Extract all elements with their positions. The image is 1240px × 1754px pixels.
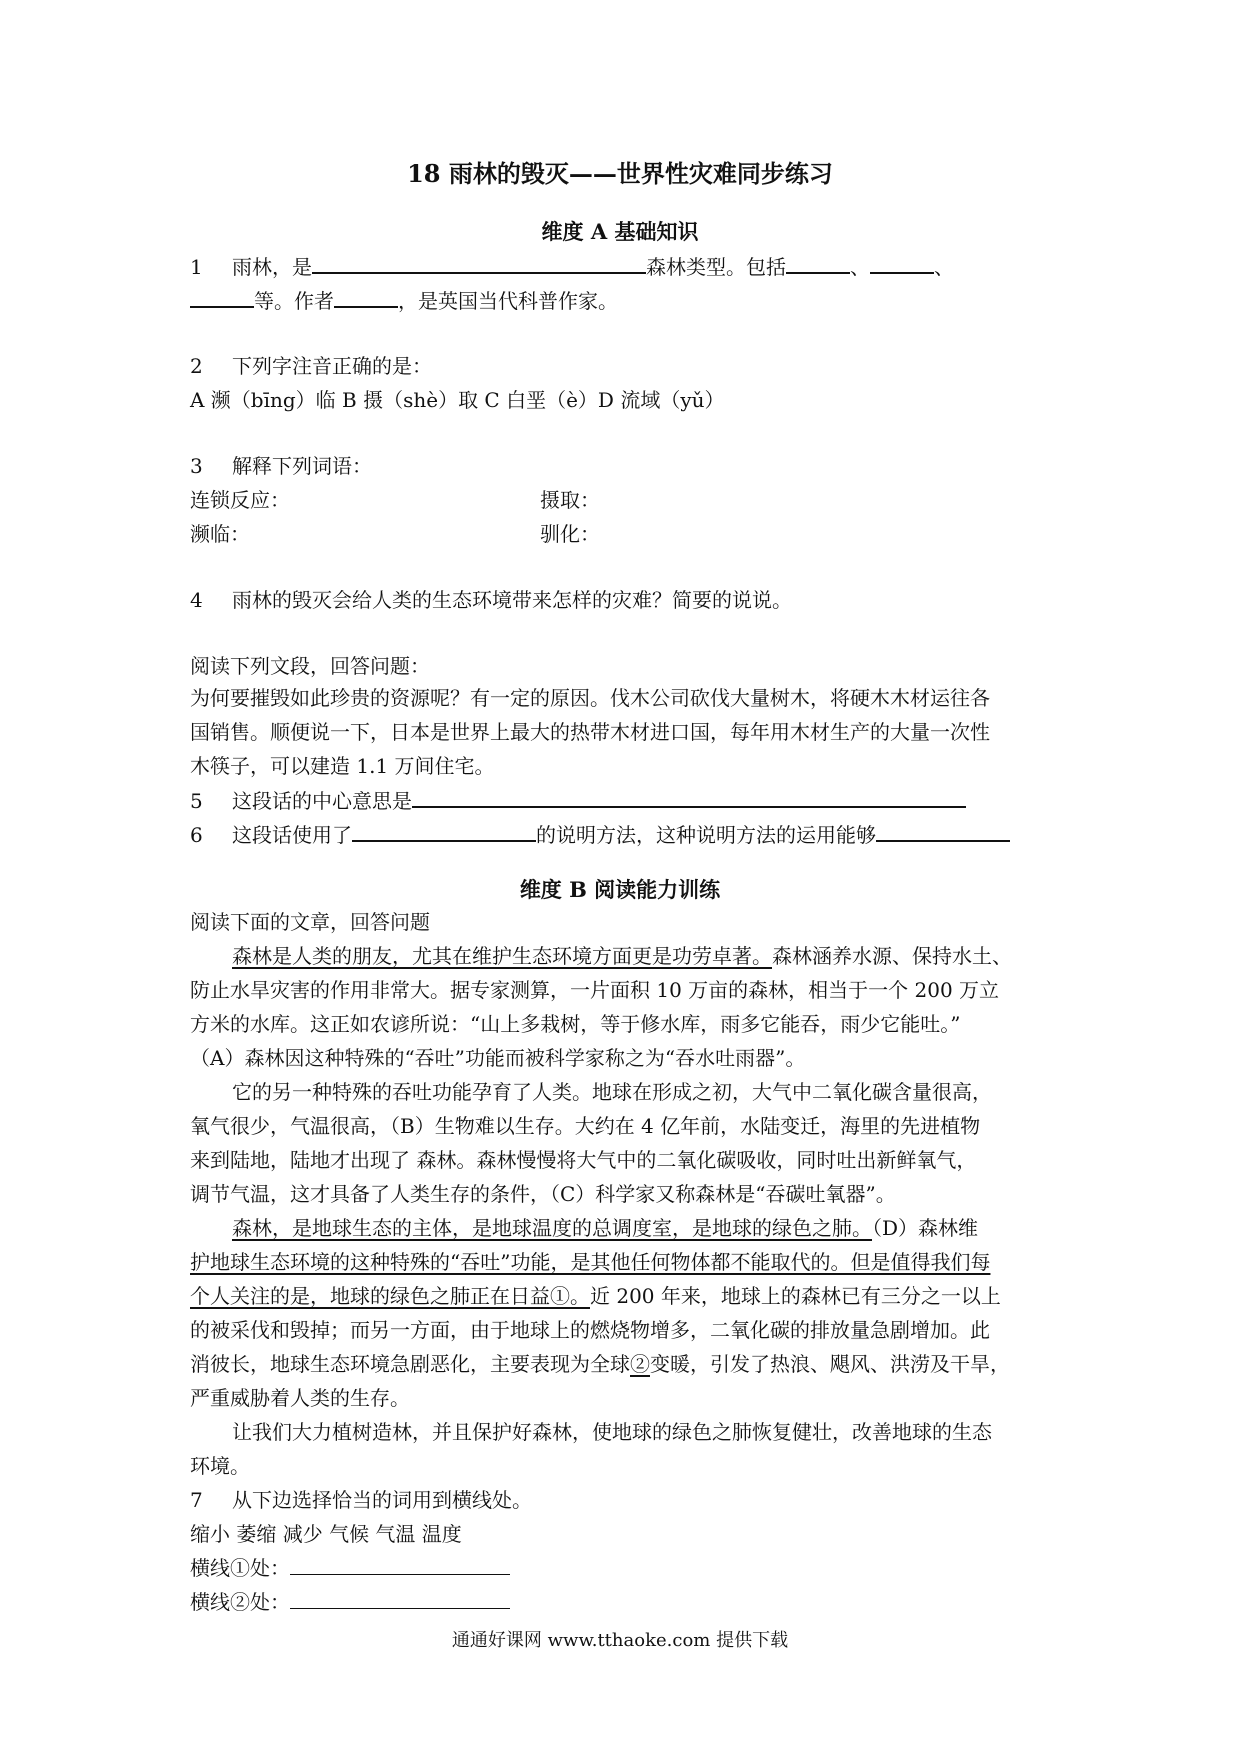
passage-1-intro: 阅读下列文段，回答问题： bbox=[190, 654, 430, 678]
word-choices: 缩小 萎缩 减少 气候 气温 温度 bbox=[190, 1522, 462, 1546]
answer-blank[interactable] bbox=[290, 1554, 510, 1575]
passage-2-intro: 阅读下面的文章，回答问题 bbox=[190, 910, 430, 934]
question-2-options: A 濒（bīng）临 B 摄（shè）取 C 白垩（è）D 流域（yǔ） bbox=[190, 388, 725, 412]
answer-blank[interactable] bbox=[870, 252, 934, 274]
passage-2-line: 它的另一种特殊的吞吐功能孕育了人类。地球在形成之初，大气中二氧化碳含量很高， bbox=[232, 1080, 992, 1104]
passage-2-line: 调节气温，这才具备了人类生存的条件，（C）科学家又称森林是“吞碳吐氧器”。 bbox=[190, 1182, 896, 1206]
question-4: 4 雨林的毁灭会给人类的生态环境带来怎样的灾难？简要的说说。 bbox=[190, 588, 792, 612]
question-7-blank-2: 横线②处： bbox=[190, 1588, 510, 1616]
term-domesticate: 驯化： bbox=[540, 522, 600, 546]
answer-blank[interactable] bbox=[290, 1588, 510, 1609]
question-2: 2 下列字注音正确的是： bbox=[190, 354, 432, 378]
page-title: 18 雨林的毁灭——世界性灾难同步练习 bbox=[407, 159, 833, 188]
answer-blank[interactable] bbox=[334, 286, 398, 308]
passage-2-line: 防止水旱灾害的作用非常大。据专家测算，一片面积 10 万亩的森林，相当于一个 200 万立 bbox=[190, 978, 1000, 1002]
question-1-line-1: 1 雨林，是 森林类型。包括 、 、 bbox=[190, 252, 954, 281]
question-7-blank-1: 横线①处： bbox=[190, 1554, 510, 1582]
passage-2-line: 环境。 bbox=[190, 1454, 250, 1478]
passage-2-line: 氧气很少，气温很高，（B）生物难以生存。大约在 4 亿年前，水陆变迁，海里的先进植物 bbox=[190, 1114, 981, 1138]
passage-2-line: 森林是人类的朋友，尤其在维护生态环境方面更是功劳卓著。森林涵养水源、保持水土、 bbox=[232, 944, 1012, 968]
passage-2-line: 护地球生态环境的这种特殊的“吞吐”功能，是其他任何物体都不能取代的。但是值得我们每 bbox=[190, 1250, 991, 1274]
passage-1-line: 为何要摧毁如此珍贵的资源呢？有一定的原因。伐木公司砍伐大量树木，将硬木木材运往各 bbox=[190, 686, 990, 710]
passage-2-line: 消彼长，地球生态环境急剧恶化，主要表现为全球②变暖，引发了热浪、飓风、洪涝及干旱， bbox=[190, 1352, 1010, 1376]
passage-1-line: 国销售。顺便说一下，日本是世界上最大的热带木材进口国，每年用木材生产的大量一次性 bbox=[190, 720, 990, 744]
answer-blank[interactable] bbox=[786, 252, 850, 274]
passage-2-line: 让我们大力植树造林，并且保护好森林，使地球的绿色之肺恢复健壮，改善地球的生态 bbox=[232, 1420, 992, 1444]
passage-2-line: 来到陆地，陆地才出现了 森林。森林慢慢将大气中的二氧化碳吸收，同时吐出新鲜氧气， bbox=[190, 1148, 977, 1172]
answer-blank[interactable] bbox=[312, 252, 646, 274]
question-5: 5 这段话的中心意思是 bbox=[190, 786, 966, 815]
section-b-heading: 维度 B 阅读能力训练 bbox=[519, 877, 721, 902]
question-7: 7 从下边选择恰当的词用到横线处。 bbox=[190, 1488, 532, 1512]
answer-blank[interactable] bbox=[352, 820, 536, 842]
passage-2-line: 严重威胁着人类的生存。 bbox=[190, 1386, 410, 1410]
question-1-line-2: 等。作者 ，是英国当代科普作家。 bbox=[190, 286, 618, 315]
section-a-heading: 维度 A 基础知识 bbox=[541, 219, 699, 244]
passage-2-line: 方米的水库。这正如农谚所说：“山上多栽树，等于修水库，雨多它能吞，雨少它能吐。” bbox=[190, 1012, 961, 1036]
question-number: 1 bbox=[190, 255, 203, 279]
term-chain-reaction: 连锁反应： bbox=[190, 488, 290, 512]
passage-2-line: 森林，是地球生态的主体，是地球温度的总调度室，是地球的绿色之肺。（D）森林维 bbox=[232, 1216, 979, 1240]
answer-blank[interactable] bbox=[412, 786, 966, 808]
page-footer: 通通好课网 www.tthaoke.com 提供下载 bbox=[451, 1630, 789, 1651]
question-6: 6 这段话使用了 的说明方法，这种说明方法的运用能够 bbox=[190, 820, 1010, 849]
passage-2-line: 的被采伐和毁掉；而另一方面，由于地球上的燃烧物增多，二氧化碳的排放量急剧增加。此 bbox=[190, 1318, 990, 1342]
question-3: 3 解释下列词语： bbox=[190, 454, 372, 478]
term-verge: 濒临： bbox=[190, 522, 250, 546]
passage-1-line: 木筷子，可以建造 1.1 万间住宅。 bbox=[190, 754, 495, 778]
passage-2-line: 个人关注的是，地球的绿色之肺正在日益①。近 200 年来，地球上的森林已有三分之一以上 bbox=[190, 1284, 1001, 1308]
blank-marker-2: ② bbox=[630, 1352, 650, 1376]
answer-blank[interactable] bbox=[190, 286, 254, 308]
answer-blank[interactable] bbox=[876, 820, 1010, 842]
passage-2-line: （A）森林因这种特殊的“吞吐”功能而被科学家称之为“吞水吐雨器”。 bbox=[190, 1046, 806, 1070]
term-absorb: 摄取： bbox=[540, 488, 600, 512]
